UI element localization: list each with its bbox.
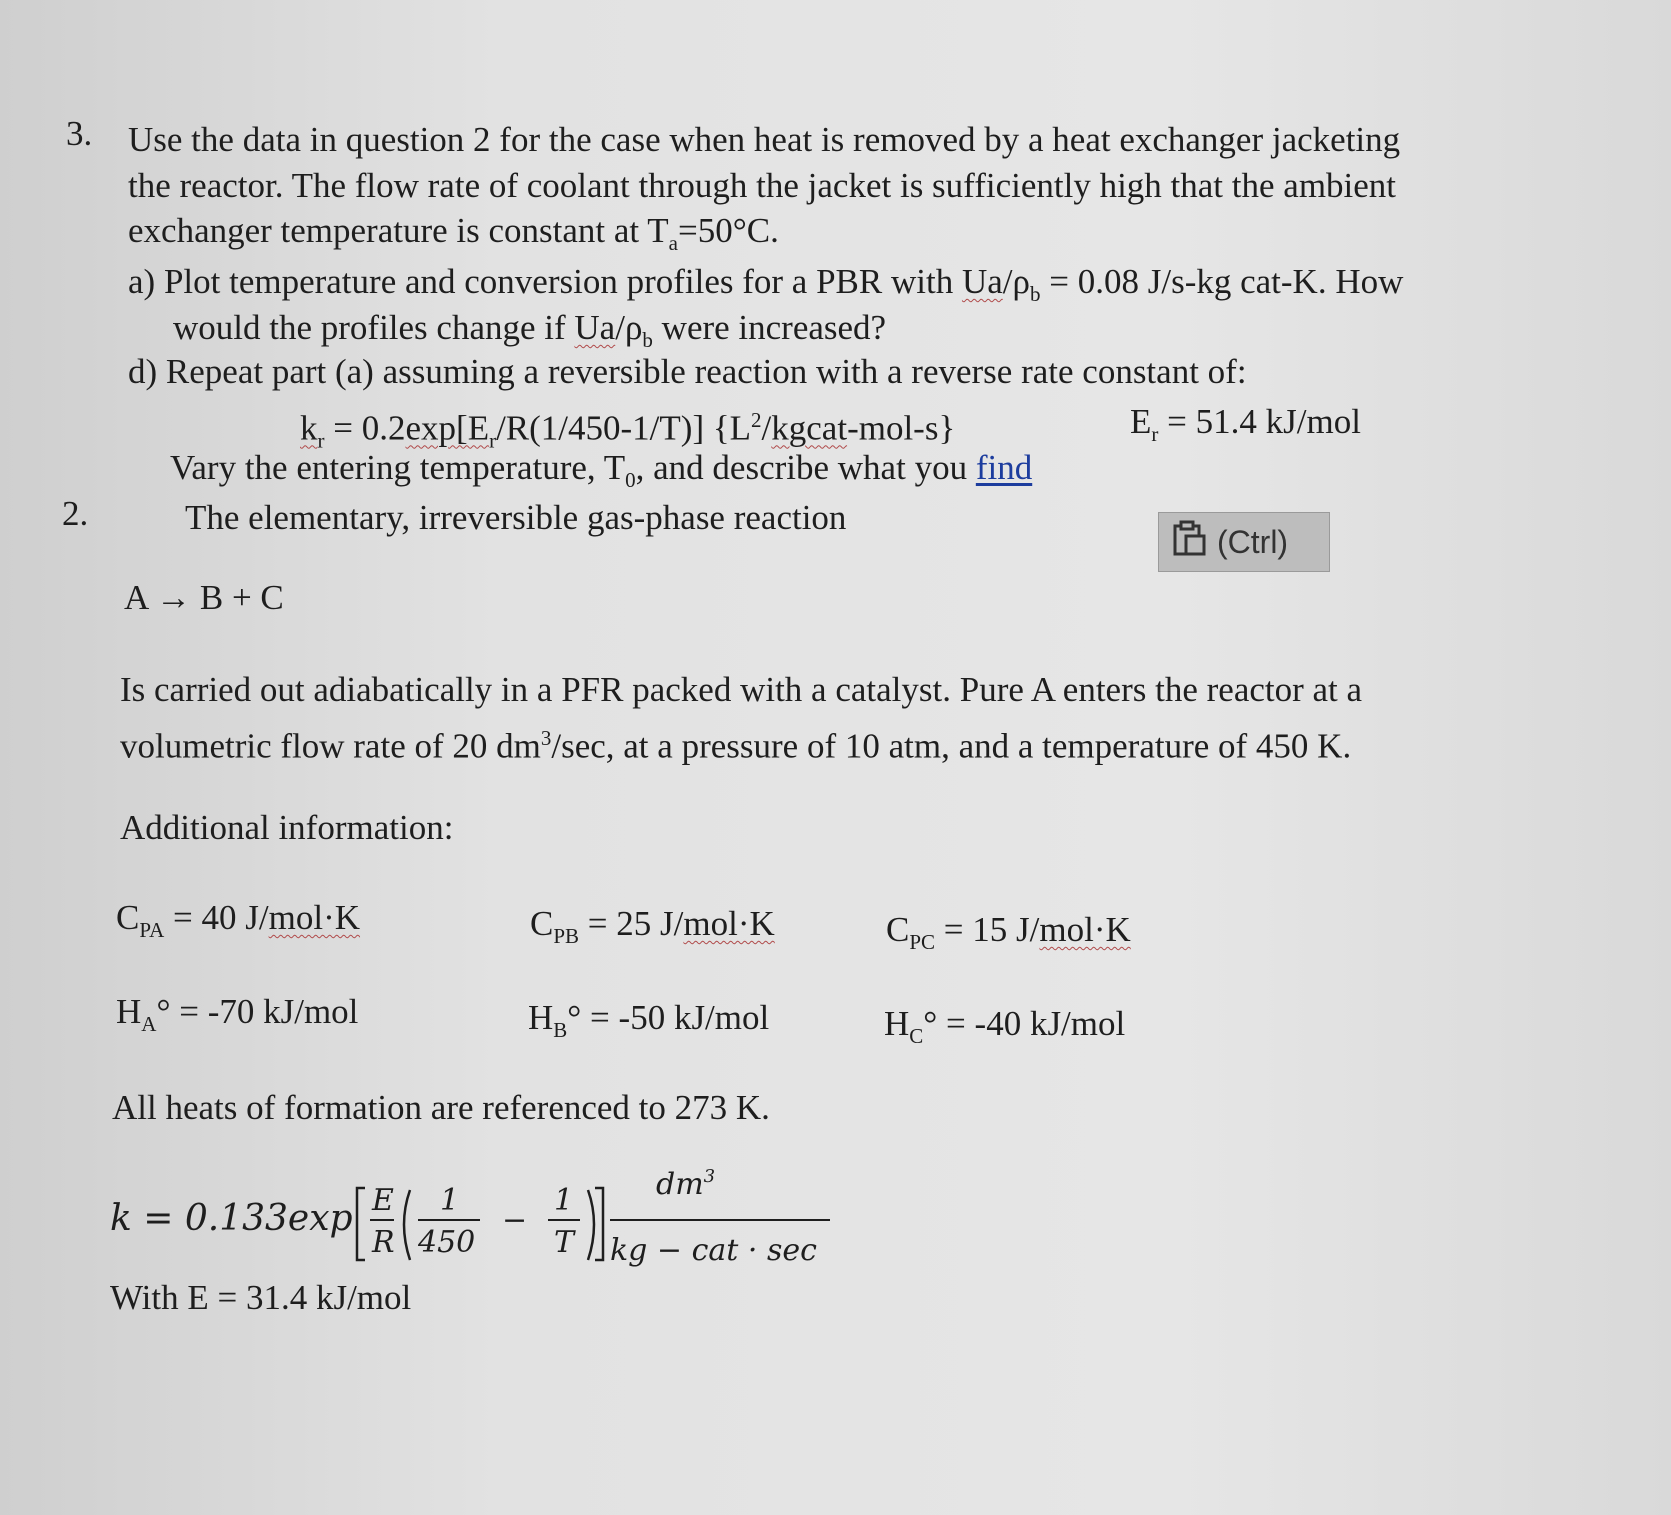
- left-bracket: [357, 1188, 365, 1260]
- units-kg-cat-sec: kg − cat · sec: [610, 1233, 817, 1268]
- left-paren: [404, 1190, 410, 1260]
- q2-title: The elementary, irreversible gas-phase reaction: [185, 498, 847, 537]
- paste-ctrl-label: (Ctrl): [1217, 523, 1289, 560]
- q3-part-d-rate: $k_r = 0.2\exp[E_r/R(1/450-1/T)]$ $\{L^2/kgcat-mol-s\}$: [300, 408, 956, 453]
- q3-intro-line2: the reactor. The flow rate of coolant through the jacket is sufficiently high that the ambient: [128, 166, 1397, 205]
- rate-k-lhs: k = 0.133exp: [110, 1198, 353, 1239]
- frac-450: 450: [418, 1225, 476, 1260]
- paste-options-button[interactable]: [1158, 512, 1330, 572]
- heats-reference-note: All heats of formation are referenced to 273 K.: [112, 1088, 770, 1127]
- q2-para-line1: Is carried out adiabatically in a PFR packed with a catalyst. Pure A enters the reactor at a: [120, 670, 1363, 709]
- cp-a: $C_{PA} = 40$ J/mol·K: [116, 898, 361, 942]
- frac-1: 1: [440, 1183, 460, 1218]
- minus-sign: −: [502, 1203, 528, 1238]
- q2-para-line2: volumetric flow rate of 20 $dm^3/\sec$, at a pressure of 10 atm, and a temperature of 450 K.: [120, 726, 1352, 766]
- q3-part-d-line1: d) Repeat part (a) assuming a reversible reaction with a reverse rate constant of:: [128, 352, 1247, 391]
- h-c: $H_C^\circ = -40$ kJ/mol: [884, 1004, 1126, 1048]
- right-paren: [588, 1190, 594, 1260]
- additional-info-heading: Additional information:: [120, 808, 454, 847]
- with-e-line: With E = 31.4 kJ/mol: [110, 1278, 412, 1317]
- q2-reaction: A → B + C: [124, 578, 284, 617]
- q3-part-d-er: $E_r = 51.4$ kJ/mol: [1130, 402, 1361, 446]
- h-b: $H_B^\circ = -50$ kJ/mol: [528, 998, 770, 1042]
- cp-c: $C_{PC} = 15$ J/mol·K: [886, 910, 1131, 954]
- q3-part-a-line1: a) Plot temperature and conversion profiles for a PBR with $Ua/\rho_b = 0.08$ J/s-kg cat-K. How: [128, 262, 1404, 306]
- q2-number: 2.: [62, 494, 89, 533]
- units-dm: $dm^3$: [656, 1166, 716, 1202]
- q3-part-a-line2: would the profiles change if $Ua/\rho_b$ were increased?: [173, 308, 887, 352]
- frac-r: R: [372, 1225, 395, 1260]
- frac-t: T: [554, 1225, 575, 1260]
- rate-equation: [110, 1160, 850, 1290]
- q3-vary-line: Vary the entering temperature, $T_0$, and describe what you find: [170, 448, 1033, 492]
- right-bracket: [595, 1188, 603, 1260]
- find-link[interactable]: find: [975, 448, 1033, 487]
- q3-number: 3.: [66, 114, 93, 153]
- q3-intro-line3: exchanger temperature is constant at $T_a=50^\circ C$.: [128, 211, 779, 255]
- h-a: $H_A^\circ = -70$ kJ/mol: [116, 992, 359, 1036]
- cp-b: $C_{PB} = 25$ J/mol·K: [530, 904, 775, 948]
- frac-1b: 1: [554, 1183, 574, 1218]
- q3-intro-line1: Use the data in question 2 for the case when heat is removed by a heat exchanger jacketing: [128, 120, 1401, 159]
- clipboard-icon: [1169, 518, 1209, 566]
- frac-e: E: [372, 1183, 394, 1218]
